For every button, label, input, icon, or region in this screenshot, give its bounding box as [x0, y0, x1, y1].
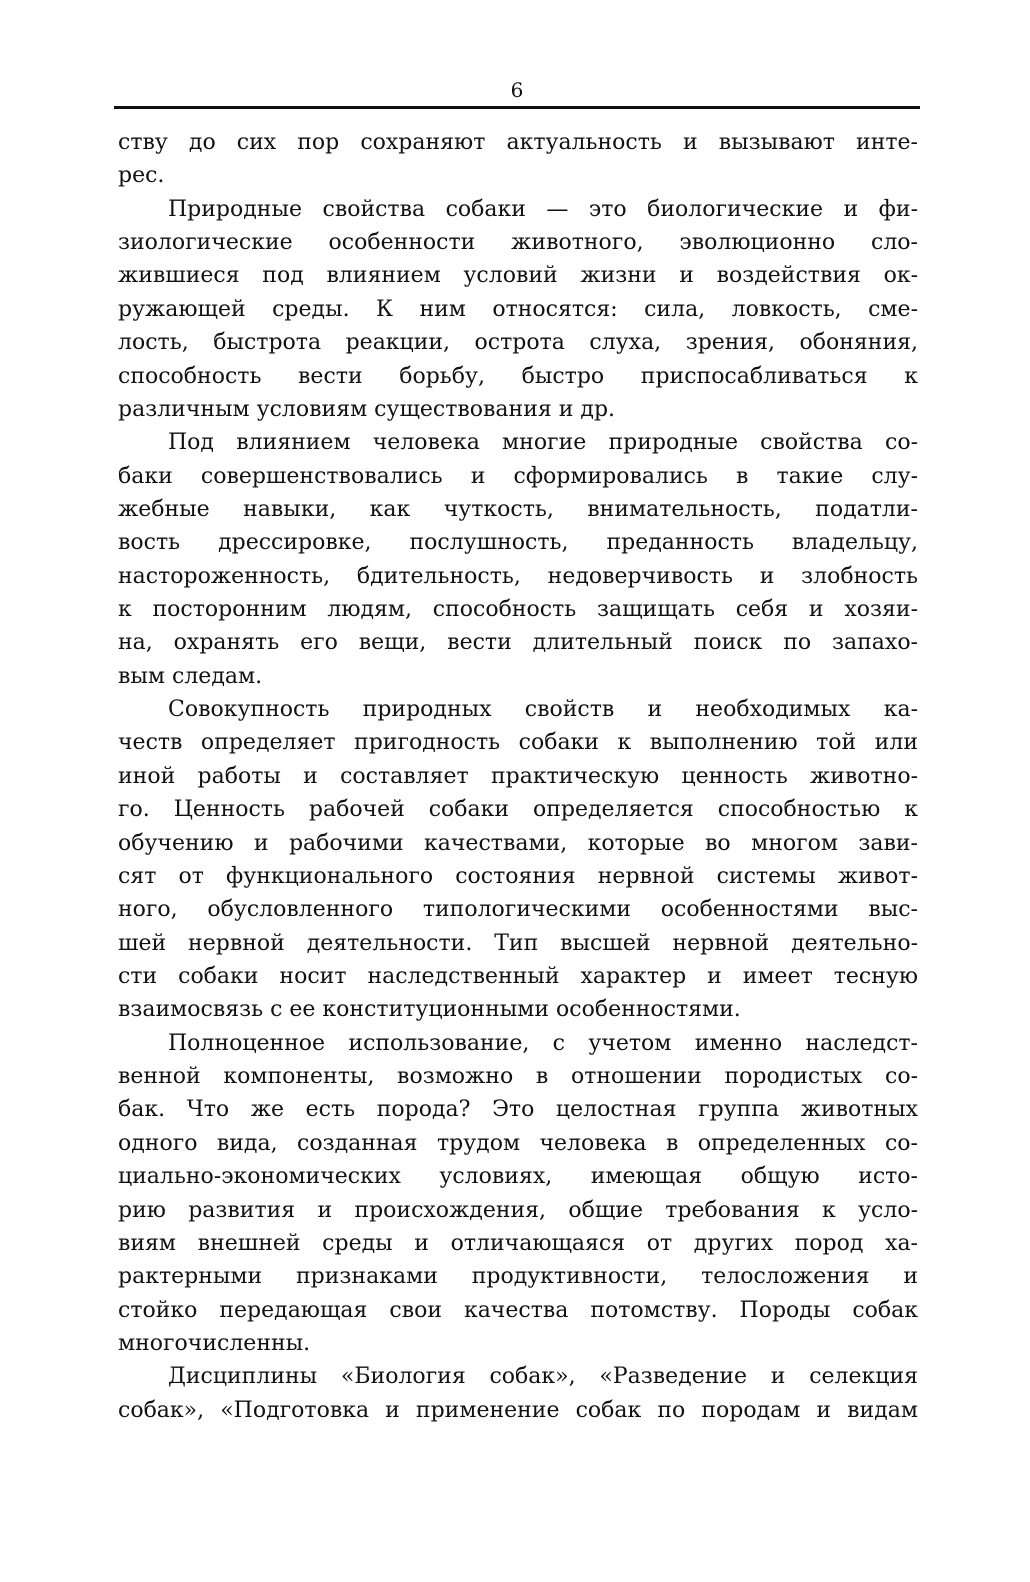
text-line: венной компоненты, возможно в отношении породистых со- [118, 1064, 918, 1090]
text-line: жившиеся под влиянием условий жизни и воздействия ок- [118, 263, 918, 289]
text-line: обучению и рабочими качествами, которые во многом зави- [118, 830, 918, 856]
page-header [114, 76, 920, 109]
text-line: честв определяет пригодность собаки к выполнению той или [118, 730, 918, 756]
text-line: Полноценное использование, с учетом именно наследст- [168, 1030, 918, 1056]
text-line: зиологические особенности животного, эволюционно сло- [118, 230, 918, 256]
text-line: Дисциплины «Биология собак», «Разведение и селекция [168, 1364, 918, 1390]
text-line: шей нервной деятельности. Тип высшей нервной деятельно- [118, 930, 918, 956]
text-line: ного, обусловленного типологическими особенностями выс- [118, 897, 918, 923]
text-line: различным условиям существования и др. [118, 396, 616, 422]
text-line: сят от функционального состояния нервной системы живот- [118, 863, 918, 889]
text-line: вость дрессировке, послушность, преданность владельцу, [118, 530, 918, 556]
page-number: 6 [510, 78, 524, 102]
text-line: го. Ценность рабочей собаки определяется способностью к [118, 797, 918, 823]
text-line: баки совершенствовались и сформировались в такие слу- [118, 463, 918, 489]
text-line: на, охранять его вещи, вести длительный поиск по запахо- [118, 630, 918, 656]
text-line: способность вести борьбу, быстро приспосабливаться к [118, 363, 918, 389]
text-line: настороженность, бдительность, недоверчивость и злобность [118, 563, 918, 589]
text-line: собак», «Подготовка и применение собак по породам и видам [118, 1397, 918, 1423]
text-line: бак. Что же есть порода? Это целостная группа животных [118, 1097, 918, 1123]
text-line: вым следам. [118, 663, 263, 689]
text-line: стойко передающая свои качества потомству. Породы собак [118, 1297, 918, 1323]
text-line: иной работы и составляет практическую ценность животно- [118, 763, 918, 789]
text-line: Совокупность природных свойств и необходимых ка- [168, 697, 918, 723]
text-line: взаимосвязь с ее конституционными особенностями. [118, 997, 741, 1023]
text-line: лость, быстрота реакции, острота слуха, зрения, обоняния, [118, 330, 918, 356]
text-line: многочисленны. [118, 1330, 311, 1356]
text-line: жебные навыки, как чуткость, внимательность, податли- [118, 496, 918, 522]
text-line: Под влиянием человека многие природные свойства со- [168, 430, 918, 456]
text-line: ству до сих пор сохраняют актуальность и вызывают инте- [118, 130, 918, 155]
text-line: к посторонним людям, способность защищать себя и хозяи- [118, 597, 918, 623]
text-line: сти собаки носит наследственный характер и имеет тесную [118, 963, 918, 989]
text-line: одного вида, созданная трудом человека в определенных со- [118, 1130, 918, 1156]
text-line: Природные свойства собаки — это биологические и фи- [168, 196, 918, 222]
text-line: виям внешней среды и отличающаяся от других пород ха- [118, 1230, 918, 1256]
text-line: ружающей среды. К ним относятся: сила, ловкость, сме- [118, 296, 918, 322]
text-line: циально-экономических условиях, имеющая общую исто- [118, 1164, 918, 1190]
body-text [118, 126, 918, 1427]
text-line: рию развития и происхождения, общие требования к усло- [118, 1197, 918, 1223]
text-line: рактерными признаками продуктивности, телосложения и [118, 1264, 918, 1290]
text-line: рес. [118, 163, 165, 189]
